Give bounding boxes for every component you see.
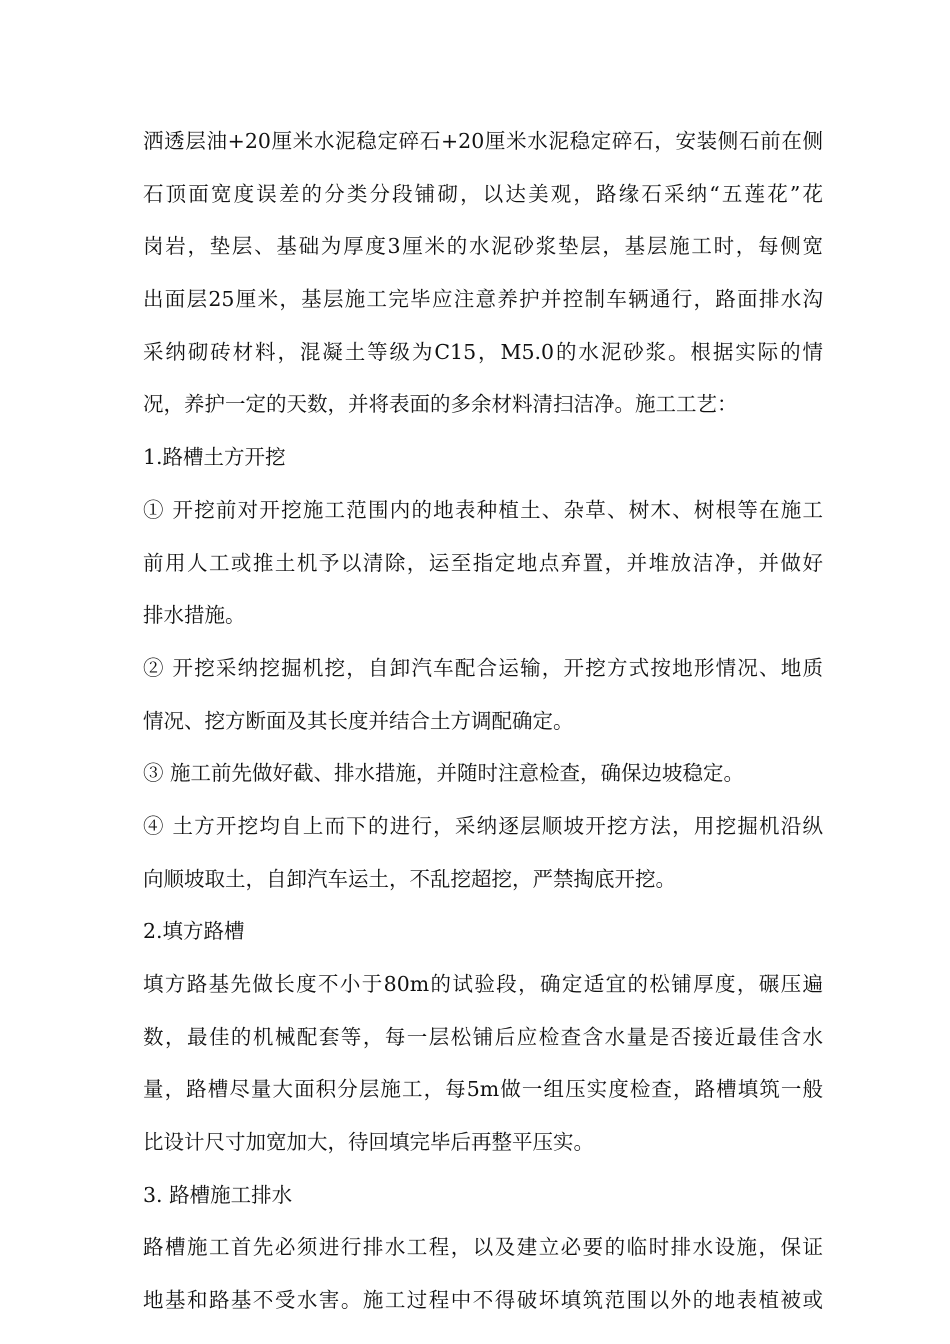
- text-line: 数，最佳的机械配套等，每一层松铺后应检查含水量是否接近最佳含水: [143, 1024, 823, 1049]
- text-line: 1.路槽土方开挖: [143, 445, 286, 470]
- text-line: ② 开挖采纳挖掘机挖，自卸汽车配合运输，开挖方式按地形情况、地质: [143, 655, 823, 680]
- text-line: 岗岩，垫层、基础为厚度3厘米的水泥砂浆垫层，基层施工时，每侧宽: [143, 234, 823, 259]
- text-line: 石顶面宽度误差的分类分段铺砌，以达美观，路缘石采纳“五莲花”花: [143, 181, 823, 206]
- text-line: 量，路槽尽量大面积分层施工，每5m做一组压实度检查，路槽填筑一般: [143, 1077, 823, 1102]
- text-line: 排水措施。: [143, 603, 246, 628]
- text-line: 2.填方路槽: [143, 919, 245, 944]
- text-line: ① 开挖前对开挖施工范围内的地表种植土、杂草、树木、树根等在施工: [143, 497, 823, 522]
- document-body: [143, 121, 823, 1333]
- text-line: 填方路基先做长度不小于80m的试验段，确定适宜的松铺厚度，碾压遍: [143, 972, 823, 996]
- text-line: 路槽施工首先必须进行排水工程，以及建立必要的临时排水设施，保证: [143, 1235, 823, 1260]
- text-line: ④ 土方开挖均自上而下的进行，采纳逐层顺坡开挖方法，用挖掘机沿纵: [143, 813, 823, 838]
- text-line: 比设计尺寸加宽加大，待回填完毕后再整平压实。: [143, 1130, 594, 1155]
- text-line: 向顺坡取土，自卸汽车运土，不乱挖超挖，严禁掏底开挖。: [143, 866, 676, 891]
- text-line: 出面层25厘米，基层施工完毕应注意养护并控制车辆通行，路面排水沟: [143, 287, 823, 312]
- text-line: 地基和路基不受水害。施工过程中不得破坏填筑范围以外的地表植被或: [143, 1288, 823, 1313]
- text-line: 3. 路槽施工排水: [143, 1182, 293, 1207]
- text-line: 前用人工或推土机予以清除，运至指定地点弃置，并堆放洁净，并做好: [143, 550, 823, 575]
- text-line: 洒透层油+20厘米水泥稳定碎石+20厘米水泥稳定碎石，安装侧石前在侧: [143, 129, 823, 153]
- text-line: ③ 施工前先做好截、排水措施，并随时注意检查，确保边坡稳定。: [143, 761, 745, 786]
- text-line: 况，养护一定的天数，并将表面的多余材料清扫洁净。施工工艺：: [143, 392, 738, 417]
- text-line: 采纳砌砖材料，混凝土等级为C15，M5.0的水泥砂浆。根据实际的情: [143, 339, 823, 364]
- text-line: 情况、挖方断面及其长度并结合土方调配确定。: [143, 708, 574, 733]
